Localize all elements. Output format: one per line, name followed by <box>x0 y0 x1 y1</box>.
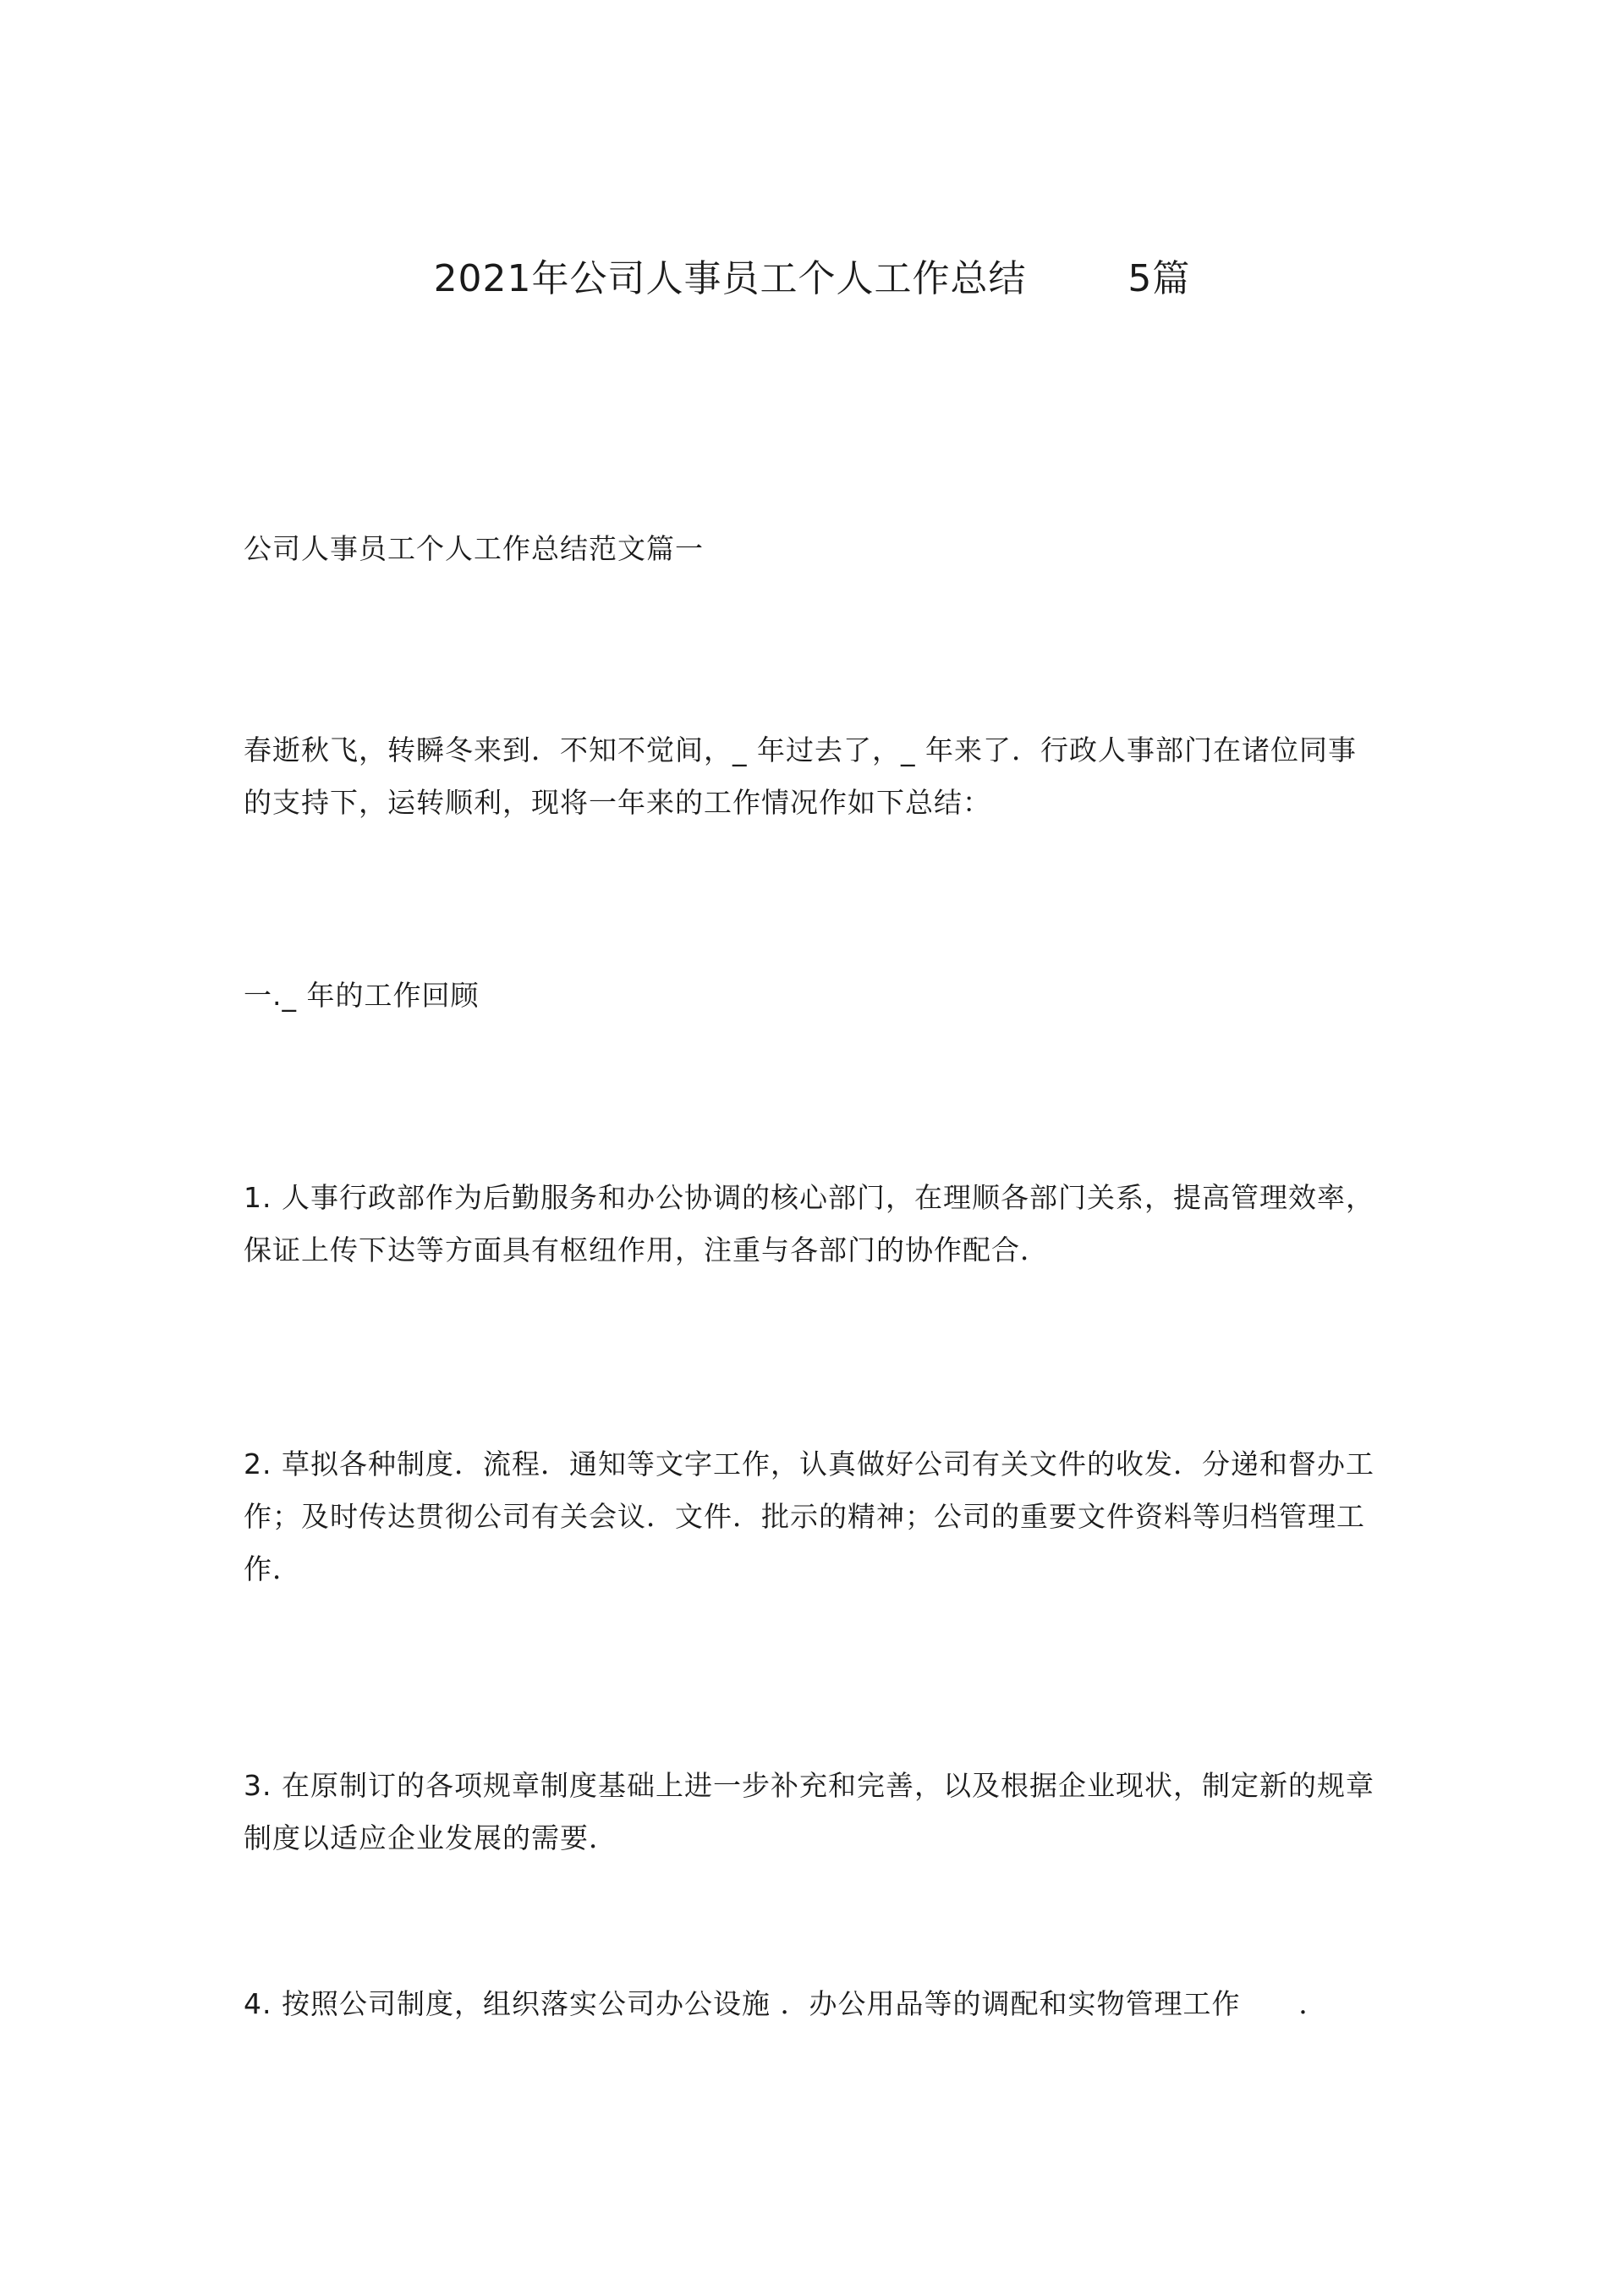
list-item: 2. 草拟各种制度．流程．通知等文字工作，认真做好公司有关文件的收发．分递和督办工作；及时传达贯彻公司有关会议．文件．批示的精神；公司的重要文件资料等归档管理工作． <box>244 1447 1374 1585</box>
document-title: 2021年公司人事员工个人工作总结 5篇 <box>433 257 1191 300</box>
section-heading: 公司人事员工个人工作总结范文篇一 <box>244 532 704 565</box>
list-item: 1. 人事行政部作为后勤服务和办公协调的核心部门，在理顺各部门关系，提高管理效率，保证上传下达等方面具有枢纽作用，注重与各部门的协作配合． <box>244 1181 1374 1266</box>
intro-paragraph: 春逝秋飞，转瞬冬来到．不知不觉间，_ 年过去了，_ 年来了．行政人事部门在诸位同事的支持下，运转顺利，现将一年来的工作情况作如下总结： <box>244 733 1357 819</box>
review-heading: 一._ 年的工作回顾 <box>244 979 480 1012</box>
list-item: 3. 在原制订的各项规章制度基础上进一步补充和完善，以及根据企业现状，制定新的规章制度以适应企业发展的需要． <box>244 1769 1374 1854</box>
list-item: 4. 按照公司制度，组织落实公司办公设施 ．办公用品等的调配和实物管理工作 ． <box>244 1987 1328 2020</box>
